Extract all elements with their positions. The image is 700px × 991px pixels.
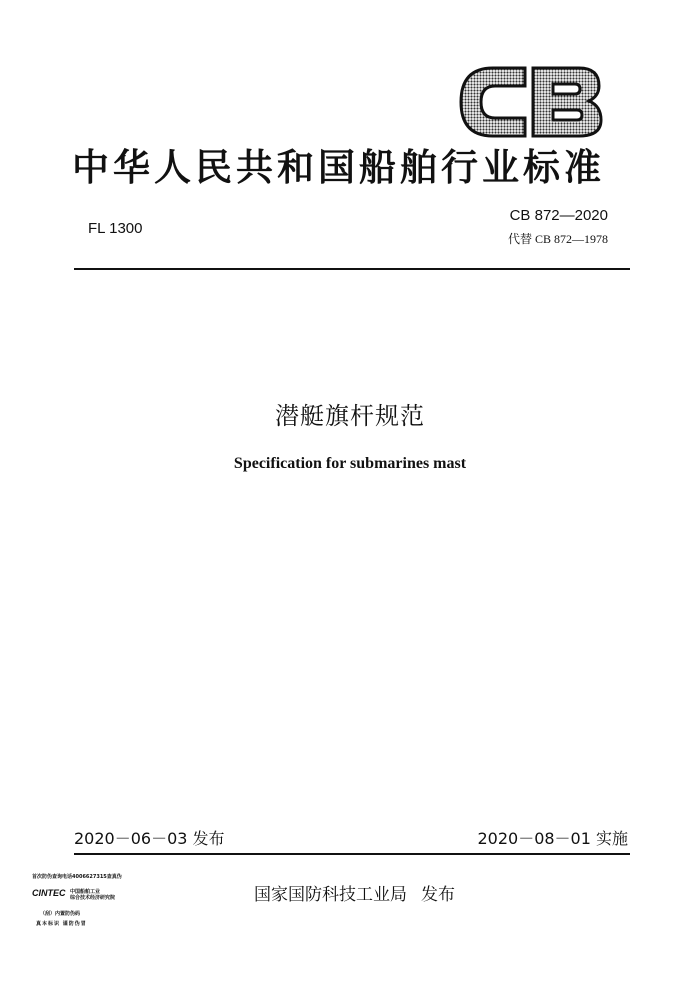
- issue-date: 2020－06－03 发布: [74, 829, 225, 848]
- stamp-org-line-1: 中国船舶工业: [70, 889, 101, 895]
- bottom-divider: [74, 853, 630, 855]
- standard-number: CB 872—2020: [509, 207, 608, 224]
- stamp-code-line: （刮）内置防伪码: [40, 911, 81, 917]
- issuer-action: 发布: [421, 885, 455, 905]
- stamp-cintec-logo: CINTEC: [32, 888, 66, 898]
- document-title-english: Specification for submarines mast: [233, 455, 467, 472]
- standard-category-title: 中华人民共和国船舶行业标准: [72, 146, 605, 189]
- implementation-date: 2020－08－01 实施: [477, 829, 628, 848]
- top-divider: [74, 268, 630, 270]
- stamp-org-line-2: 综合技术经济研究院: [70, 895, 116, 901]
- stamp-bottom-line: 真本标识 谨防伪冒: [36, 921, 87, 927]
- document-title-chinese: 潜艇旗杆规范: [275, 402, 425, 430]
- issuer-name: 国家国防科技工业局: [254, 885, 407, 905]
- stamp-query-line: 首次防伪查询电话4006627315查真伪: [32, 874, 122, 880]
- classification-code: FL 1300: [88, 220, 143, 237]
- replaces-standard: 代替 CB 872—1978: [507, 232, 608, 246]
- anti-counterfeit-stamp: [32, 874, 132, 932]
- cb-logo-icon: [455, 62, 605, 142]
- issuer: [254, 880, 455, 905]
